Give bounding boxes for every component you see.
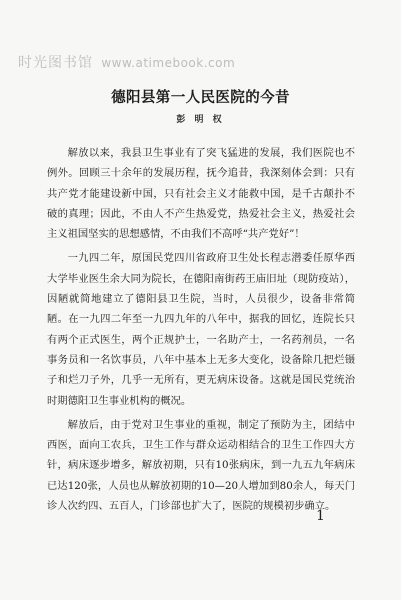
paragraph-3: 解放后，由于党对卫生事业的重视，制定了预防为主，团结中西医，面向工农兵，卫生工作与群众运动相结合的卫生工作四大方针，病床逐步增多，解放初期，只有10张病床，到一九五九年病床已达120张，人员也从解放初期的10—20人增加到80余人，每天门诊人次约四、五百人，门诊部也扩大了，医院的规模初步确立。	[47, 418, 355, 513]
page-number: 1	[316, 508, 325, 524]
watermark	[18, 52, 235, 72]
document-title: 德阳县第一人民医院的今昔	[111, 89, 290, 106]
watermark-url: www.atimebook.com	[101, 56, 236, 70]
watermark-chinese-text: 时光图书馆	[18, 55, 93, 71]
paragraph-2: 一九四二年，原国民党四川省政府卫生处长程志潜委任原华西大学毕业医生余大同为院长，在德阳南街药王庙旧址（现防疫站），因陋就简地建立了德阳县卫生院，当时，人员很少，设备非常简陋。在一九四二年至一九四九年的八年中，据我的回忆，连院长只有两个正式医生，两个正规护士，一名助产士，一名药剂员，一名事务员和一名饮事员，八年中基本上无多大变化，设备除几把烂镊子和烂刀子外，几乎一无所有，更无病床设备。这就是国民党统治时期德阳卫生事业机构的概况。	[47, 252, 355, 407]
paragraph-1: 解放以来，我县卫生事业有了突飞猛进的发展，我们医院也不例外。回顾三十余年的发展历程，抚今追昔，我深刻体会到：只有共产党才能建设新中国，只有社会主义才能救中国，是千古颠扑不破的真理；因此，不由人不产生热爱党，热爱社会主义，热爱社会主义祖国坚实的思想感情，不由我们不高呼“共产党好”！	[47, 147, 355, 241]
document-body	[47, 143, 355, 520]
document-author: 彭 明 权	[176, 115, 225, 125]
